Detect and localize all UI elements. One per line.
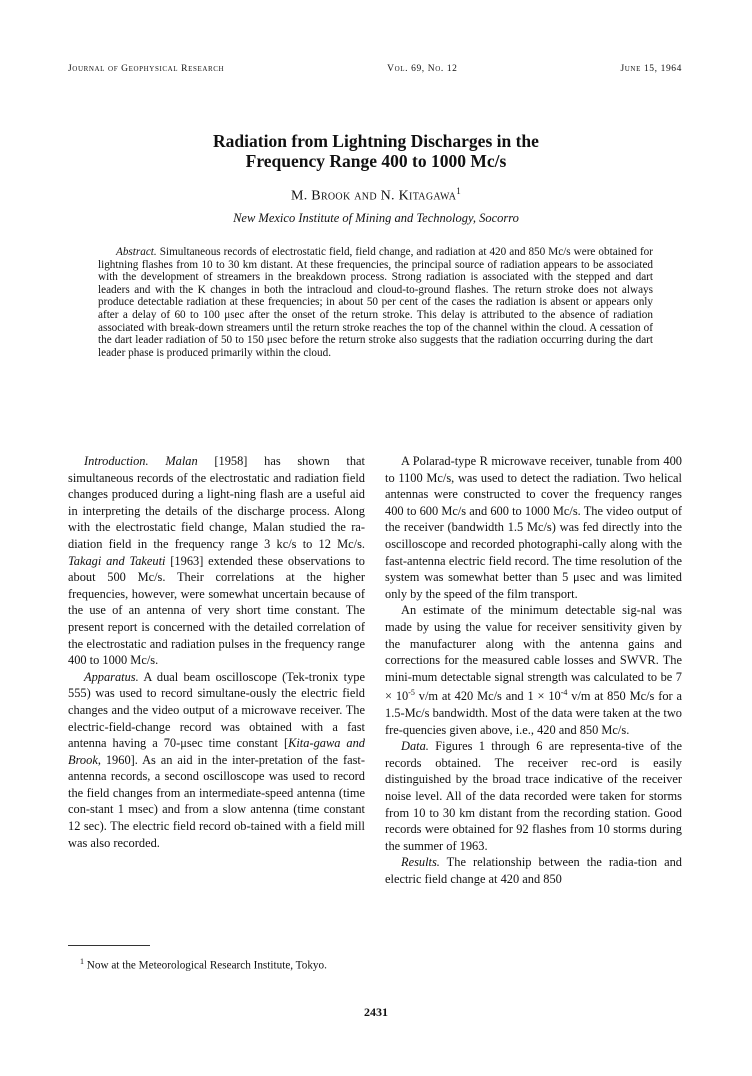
exponent-1: -5 — [408, 688, 415, 698]
page-number: 2431 — [364, 1005, 388, 1019]
abstract-label: Abstract. — [116, 246, 157, 258]
sensitivity-text-1: An estimate of the minimum detectable sig-nal was made by using the value for receiver sensitivity given by the manufacturer along with the antenna gains and corrections for the measured cable losses and SWVR. The mini-mum detectable signal strength was calculated to be 7 × 10 — [385, 603, 682, 704]
receiver-paragraph: A Polarad-type R microwave receiver, tunable from 400 to 1100 Mc/s, was used to detect the radiation. Two helical antennas were constructed to cover the frequency ranges 400 to 600 Mc/s and 600 to 1000 Mc/s. The video output of the receiver (bandwidth 1.5 Mc/s) was fed directly into the oscilloscope and recorded photographi-cally along with the fast-antenna electric field record. The time resolution of the system was somewhat better than 5 μsec and was limited only by the speed of the film transport. — [385, 454, 682, 601]
data-paragraph — [385, 738, 682, 854]
sensitivity-paragraph — [385, 602, 682, 738]
introduction-heading: Introduction. — [84, 454, 149, 468]
results-paragraph — [385, 854, 682, 887]
citation-takagi: Takagi and Takeuti — [68, 553, 166, 568]
sensitivity-text-3: v/m at 850 Mc/s for a 1.5-Mc/s bandwidth. Most of the data were taken at the two fre-quencies given above, i.e., 420 and 850 Mc/s. — [385, 689, 682, 737]
volume-issue: Vol. 69, No. 12 — [387, 64, 458, 74]
introduction-paragraph — [68, 453, 365, 669]
title-line-1: Radiation from Lightning Discharges in the — [213, 131, 539, 151]
affiliation: New Mexico Institute of Mining and Technology, Socorro — [233, 211, 519, 225]
title-line-2: Frequency Range 400 to 1000 Mc/s — [245, 151, 507, 171]
running-head — [68, 64, 682, 74]
journal-name: Journal of Geophysical Research — [68, 64, 225, 74]
author-line — [0, 186, 752, 205]
apparatus-text-2: , 1960]. As an aid in the inter-pretation of the fast-antenna records, a second oscilloscope was used to record the field changes from an intermediate-speed antenna (time con-stant 1 msec) and from a slow antenna (time constant 12 sec). The electric field record ob-tained with a field mill was also recorded. — [68, 752, 365, 850]
issue-date: June 15, 1964 — [620, 64, 682, 74]
left-column — [68, 453, 365, 851]
abstract — [98, 246, 653, 359]
intro-text-1: [1958] has shown that simultaneous records of the electrostatic and radiation field changes produced during a light-ning flash are a useful aid in interpreting the details of the discharge process. Along with the electrostatic field change, Malan studied the ra-diation field in the frequency range 3 kc/s to 12 Mc/s. — [68, 454, 365, 551]
author-footnote-mark: 1 — [456, 186, 462, 196]
footnote-divider — [68, 945, 150, 946]
footnote-mark: 1 — [80, 957, 84, 966]
citation-malan: Malan — [165, 454, 198, 468]
paper-title — [0, 131, 752, 171]
intro-text-2: [1963] extended these observations to about 500 Mc/s. Their correlations at the higher frequencies, however, were somewhat uncertain because of the use of an antenna of very short time constant. The present report is concerned with the detailed correlation of the electrostatic and radiation pulses in the frequency range 400 to 1000 Mc/s. — [68, 553, 365, 668]
results-text: The relationship between the radia-tion and electric field change at 420 and 850 — [385, 855, 682, 886]
results-heading: Results. — [401, 855, 440, 870]
abstract-text: Simultaneous records of electrostatic field, field change, and radiation at 420 and 850 Mc/s were obtained for lightning flashes from 10 to 30 km distant. At these frequencies, the principal source of radiation appears to be associated with the development of streamers in the breakdown process. Strong radiation is associated with the stepped and dart leaders and with the K changes in both the intracloud and cloud-to-ground flashes. The return stroke does not always produce detectable radiation at these frequencies; in about 50 per cent of the cases the radiation is absent or appears only after a delay of 60 to 100 μsec after the onset of the return stroke. This delay is attributed to the absence of radiation associated with break-down streamers until the return stroke reaches the top of the channel within the cloud. A cessation of the dart leader radiation of 50 to 150 μsec before the return stroke also suggests that the radiation occurring during the dart leader phase is produced primarily within the cloud. — [98, 246, 653, 359]
apparatus-heading: Apparatus. — [84, 669, 139, 684]
apparatus-text-1: A dual beam oscilloscope (Tek-tronix type 555) was used to record simultane-ously the electric field changes and the video output of a microwave receiver. The electric-field-change record was obtained with a fast antenna having a 70-μsec time constant [ — [68, 669, 365, 751]
exponent-2: -4 — [560, 688, 568, 698]
right-column — [385, 453, 682, 888]
footnote — [68, 955, 365, 973]
data-heading: Data. — [401, 739, 429, 754]
apparatus-paragraph — [68, 669, 365, 852]
citation-kitagawa: Kita-gawa and Brook — [68, 736, 365, 767]
sensitivity-text-2: v/m at 420 Mc/s and 1 × 10 — [414, 689, 561, 704]
footnote-text: Now at the Meteorological Research Institute, Tokyo. — [84, 959, 327, 972]
data-text: Figures 1 through 6 are representa-tive of the records obtained. The receiver rec-ord is easily distinguished by the broad trace indicative of the receiver noise level. All of the data recorded were taken for storms from 10 to 30 km distant from the recording station. Good records were obtained for 92 flashes from 10 storms during the summer of 1963. — [385, 739, 682, 853]
authors: M. Brook and N. Kitagawa — [290, 188, 457, 204]
